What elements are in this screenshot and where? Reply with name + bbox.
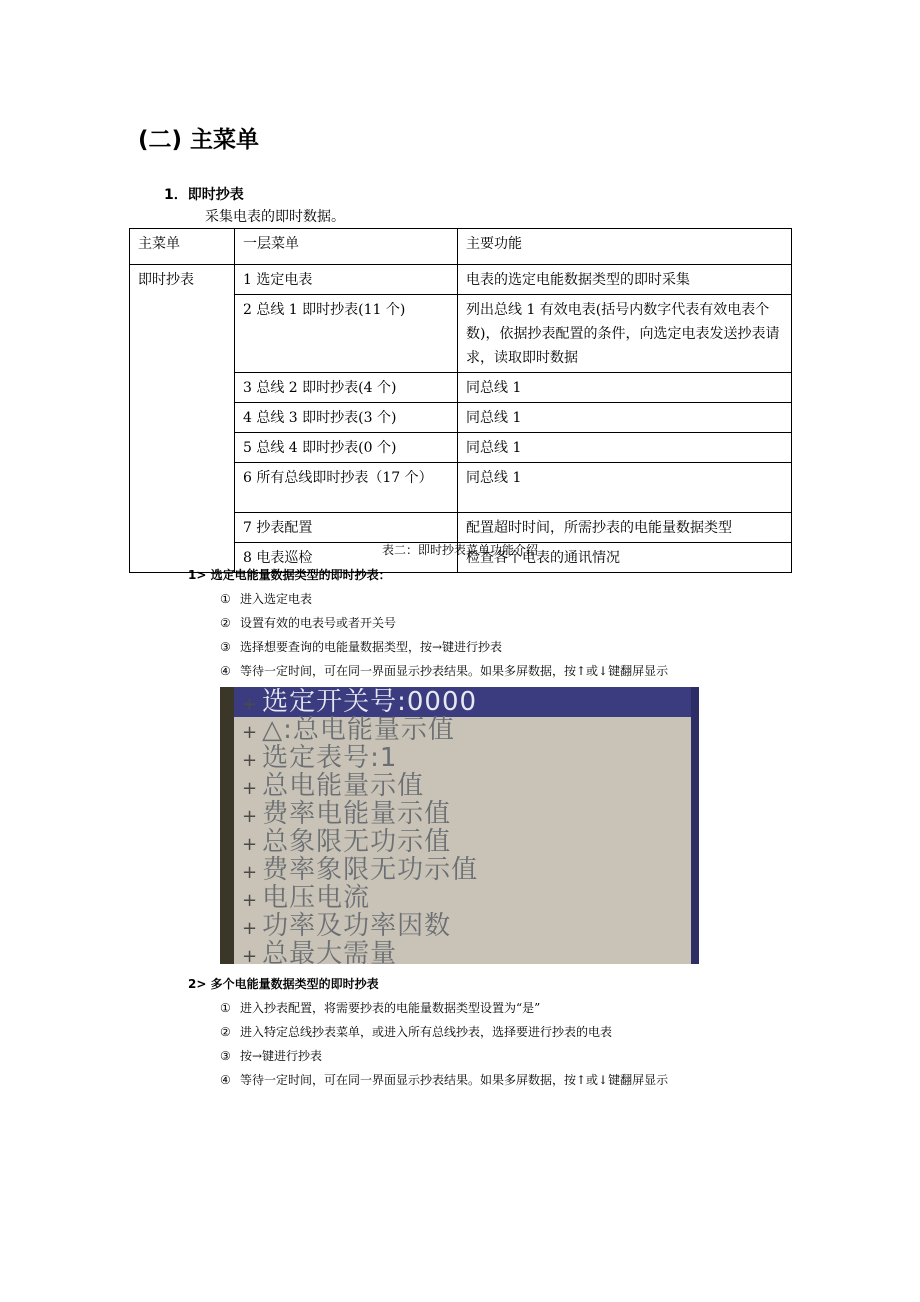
screen-line-text: 总电能量示值 — [262, 771, 425, 801]
step-text: 进入抄表配置，将需要抄表的电能量数据类型设置为“是” — [240, 1001, 541, 1015]
screen-line: + 费率象限无功示值 — [242, 855, 479, 885]
heading: 1．即时抄表 — [164, 187, 244, 203]
screen-line: + 功率及功率因数 — [242, 911, 452, 941]
screen-line-text: 费率象限无功示值 — [262, 855, 479, 885]
menu-cell: 4 总线 3 即时抄表(3 个) — [235, 403, 458, 433]
main-menu-cell: 即时抄表 — [130, 265, 235, 573]
func-cell: 同总线 1 — [458, 463, 792, 513]
menu-cell: 1 选定电表 — [235, 265, 458, 295]
step-number: ① — [220, 592, 231, 606]
step-text: 设置有效的电表号或者开关号 — [240, 616, 397, 630]
step-item — [220, 662, 668, 679]
header-cell: 主要功能 — [458, 229, 792, 265]
step-number: ① — [220, 1001, 231, 1015]
sub-heading-1: 1> 选定电能量数据类型的即时抄表： — [188, 568, 391, 582]
step-number: ③ — [220, 1049, 231, 1063]
step-text: 按→键进行抄表 — [240, 1049, 323, 1063]
step-item — [220, 1071, 668, 1088]
screen-line-text: 电压电流 — [262, 883, 371, 913]
step-item — [220, 1047, 322, 1064]
screen-line-text: 总象限无功示值 — [262, 827, 452, 857]
screen-line: + △:总电能量示值 — [242, 715, 455, 745]
step-item — [220, 614, 396, 631]
step-text: 进入特定总线抄表菜单，或进入所有总线抄表，选择要进行抄表的电表 — [240, 1025, 613, 1039]
menu-cell: 5 总线 4 即时抄表(0 个) — [235, 433, 458, 463]
screen-line-text: 费率电能量示值 — [262, 799, 452, 829]
screen-left-edge — [220, 687, 234, 964]
intro-text: 采集电表的即时数据。 — [205, 209, 345, 225]
step-number: ② — [220, 1025, 231, 1039]
screen-line-text: 总最大需量 — [262, 939, 398, 964]
step-text: 等待一定时间，可在同一界面显示抄表结果。如果多屏数据，按↑或↓键翻屏显示 — [240, 1073, 669, 1087]
step-number: ④ — [220, 1073, 231, 1087]
screen-right-edge — [691, 687, 699, 964]
menu-cell: 6 所有总线即时抄表（17 个） — [235, 463, 458, 513]
menu-cell: 2 总线 1 即时抄表(11 个) — [235, 295, 458, 373]
header-cell: 一层菜单 — [235, 229, 458, 265]
menu-table — [129, 228, 792, 573]
device-screen-photo — [220, 687, 699, 964]
step-item — [220, 999, 540, 1016]
step-text: 选择想要查询的电能量数据类型，按→键进行抄表 — [240, 640, 503, 654]
step-item — [220, 1023, 612, 1040]
screen-line-text: 功率及功率因数 — [262, 911, 452, 941]
func-cell: 同总线 1 — [458, 373, 792, 403]
screen-line: + 选定表号:1 — [242, 743, 398, 773]
table-header-row — [130, 229, 792, 265]
screen-line: + 总电能量示值 — [242, 771, 425, 801]
screen-line-text: △:总电能量示值 — [262, 715, 455, 745]
step-number: ③ — [220, 640, 231, 654]
table-row — [130, 265, 792, 295]
menu-cell: 3 总线 2 即时抄表(4 个) — [235, 373, 458, 403]
screen-line: + 选定开关号:0000 — [242, 687, 478, 717]
step-item — [220, 590, 312, 607]
step-text: 等待一定时间，可在同一界面显示抄表结果。如果多屏数据，按↑或↓键翻屏显示 — [240, 664, 669, 678]
menu-cell: 7 抄表配置 — [235, 513, 458, 543]
header-cell: 主菜单 — [130, 229, 235, 265]
step-number: ④ — [220, 664, 231, 678]
func-cell: 同总线 1 — [458, 403, 792, 433]
table-caption: 表二：即时抄表菜单功能介绍 — [381, 543, 538, 557]
screen-line-text: 选定开关号:0000 — [262, 687, 478, 717]
func-cell: 同总线 1 — [458, 433, 792, 463]
screen-line-text: 选定表号:1 — [262, 743, 398, 773]
step-number: ② — [220, 616, 231, 630]
func-cell: 电表的选定电能数据类型的即时采集 — [458, 265, 792, 295]
screen-line: + 费率电能量示值 — [242, 799, 452, 829]
screen-line: + 总最大需量 — [242, 940, 397, 964]
func-cell: 列出总线 1 有效电表(括号内数字代表有效电表个数)，依据抄表配置的条件，向选定电表发送抄表请求，读取即时数据 — [458, 295, 792, 373]
screen-line: + 总象限无功示值 — [242, 827, 452, 857]
sub-heading-2: 2> 多个电能量数据类型的即时抄表 — [188, 977, 379, 991]
func-cell: 检查各个电表的通讯情况 — [458, 543, 792, 573]
step-item — [220, 638, 502, 655]
menu-cell: 8 电表巡检 — [235, 543, 458, 573]
step-text: 进入选定电表 — [240, 592, 313, 606]
func-cell: 配置超时时间，所需抄表的电能量数据类型 — [458, 513, 792, 543]
screen-line: + 电压电流 — [242, 883, 371, 913]
section-title: (二) 主菜单 — [138, 127, 260, 153]
